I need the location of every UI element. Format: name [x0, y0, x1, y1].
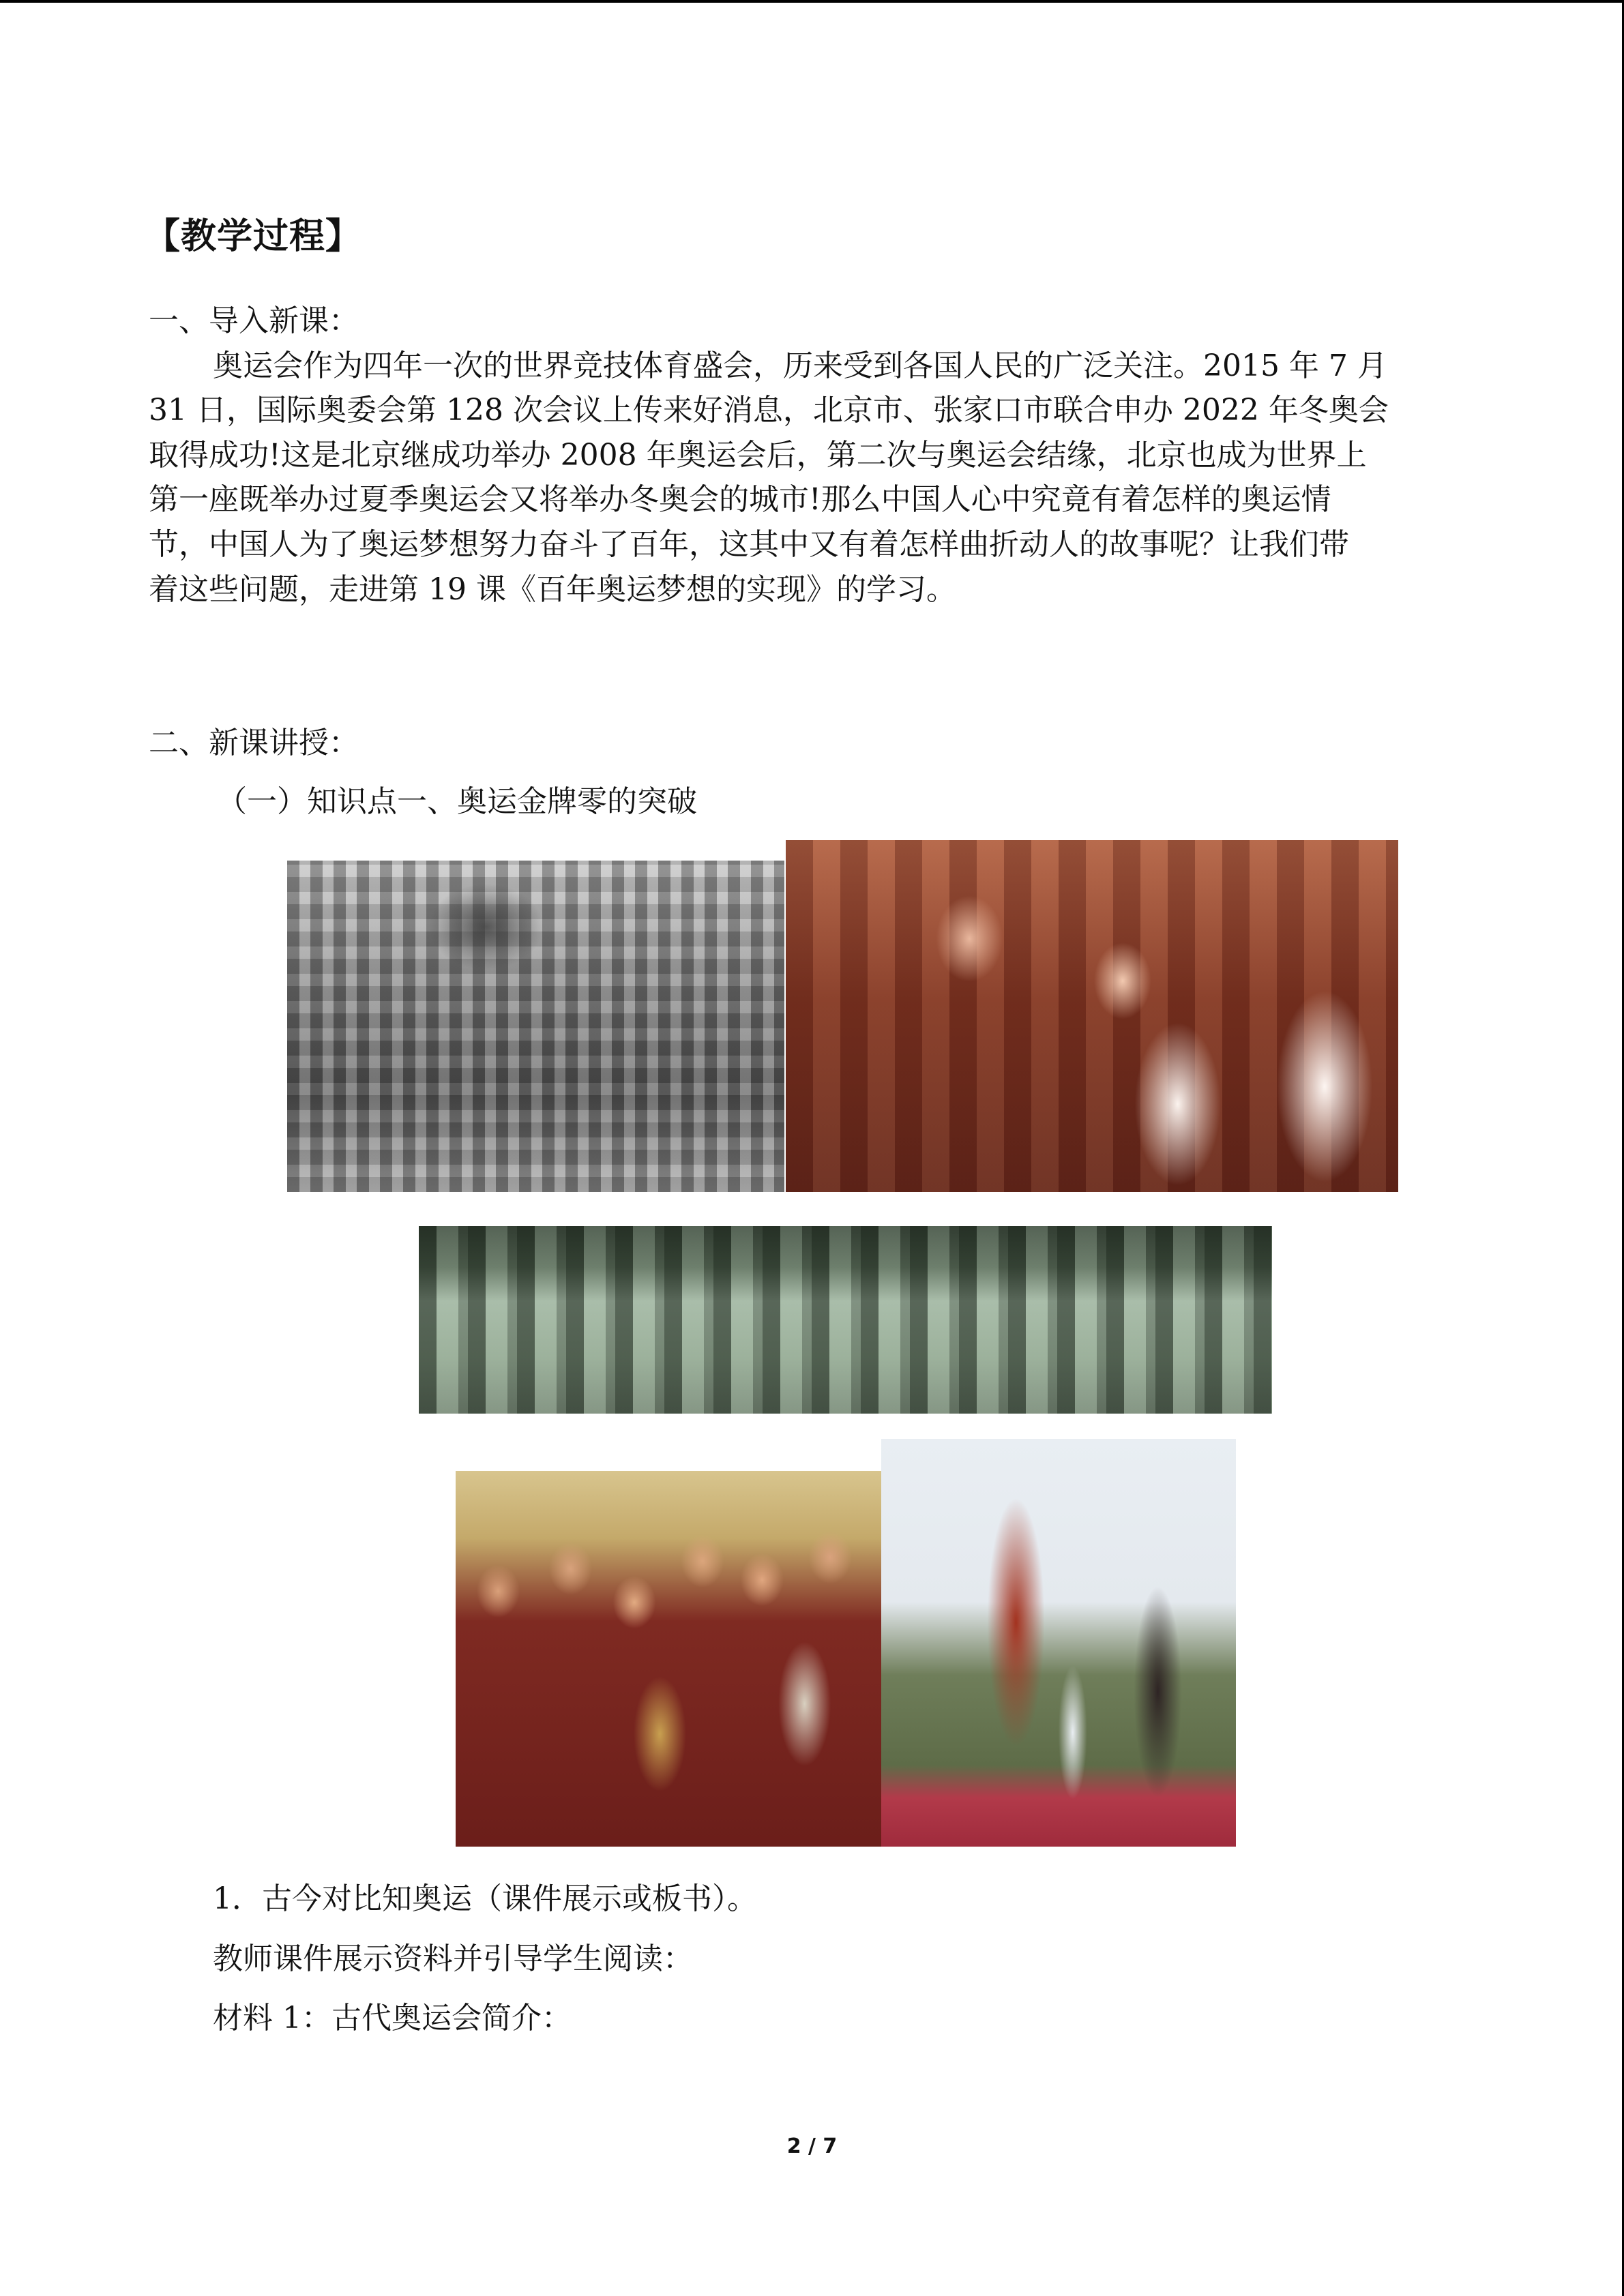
paragraph-line: 第一座既举办过夏季奥运会又将举办冬奥会的城市!那么中国人心中究竟有着怎样的奥运情	[149, 482, 1331, 517]
photo-athletes-celebrating	[786, 840, 1398, 1192]
photo-medal-ceremony	[881, 1439, 1236, 1847]
section-title: 【教学过程】	[145, 216, 362, 257]
photo-image	[419, 1226, 1272, 1414]
page-number: 2 / 7	[786, 2134, 838, 2158]
photo-image	[287, 861, 784, 1192]
photo-crowd-welcome	[287, 861, 784, 1192]
paragraph-line: 31 日，国际奥委会第 128 次会议上传来好消息，北京市、张家口市联合申办 2022 年冬奥会	[149, 393, 1389, 428]
intro-heading: 一、导入新课：	[149, 303, 359, 338]
photo-image	[456, 1471, 881, 1847]
knowledge-point-heading: （一）知识点一、奥运金牌零的突破	[217, 784, 697, 819]
photo-image	[786, 840, 1398, 1192]
new-lesson-heading: 二、新课讲授：	[149, 726, 359, 760]
paragraph-line: 奥运会作为四年一次的世界竞技体育盛会，历来受到各国人民的广泛关注。2015 年 7 月	[213, 348, 1387, 383]
activity-line: 教师课件展示资料并引导学生阅读：	[213, 1941, 693, 1976]
activity-line: 1．古今对比知奥运（课件展示或板书）。	[213, 1881, 757, 1916]
photo-image	[881, 1439, 1236, 1847]
photo-team-with-trophies	[456, 1471, 881, 1847]
paragraph-line: 节，中国人为了奥运梦想努力奋斗了百年，这其中又有着怎样曲折动人的故事呢？让我们带	[149, 527, 1349, 562]
paragraph-line: 着这些问题，走进第 19 课《百年奥运梦想的实现》的学习。	[149, 572, 956, 607]
photo-team-lineup-trophies	[419, 1226, 1272, 1414]
paragraph-line: 取得成功!这是北京继成功举办 2008 年奥运会后，第二次与奥运会结缘，北京也成为世界上	[149, 438, 1367, 473]
activity-line: 材料 1：古代奥运会简介：	[213, 2001, 572, 2036]
page-top-border	[0, 0, 1624, 3]
